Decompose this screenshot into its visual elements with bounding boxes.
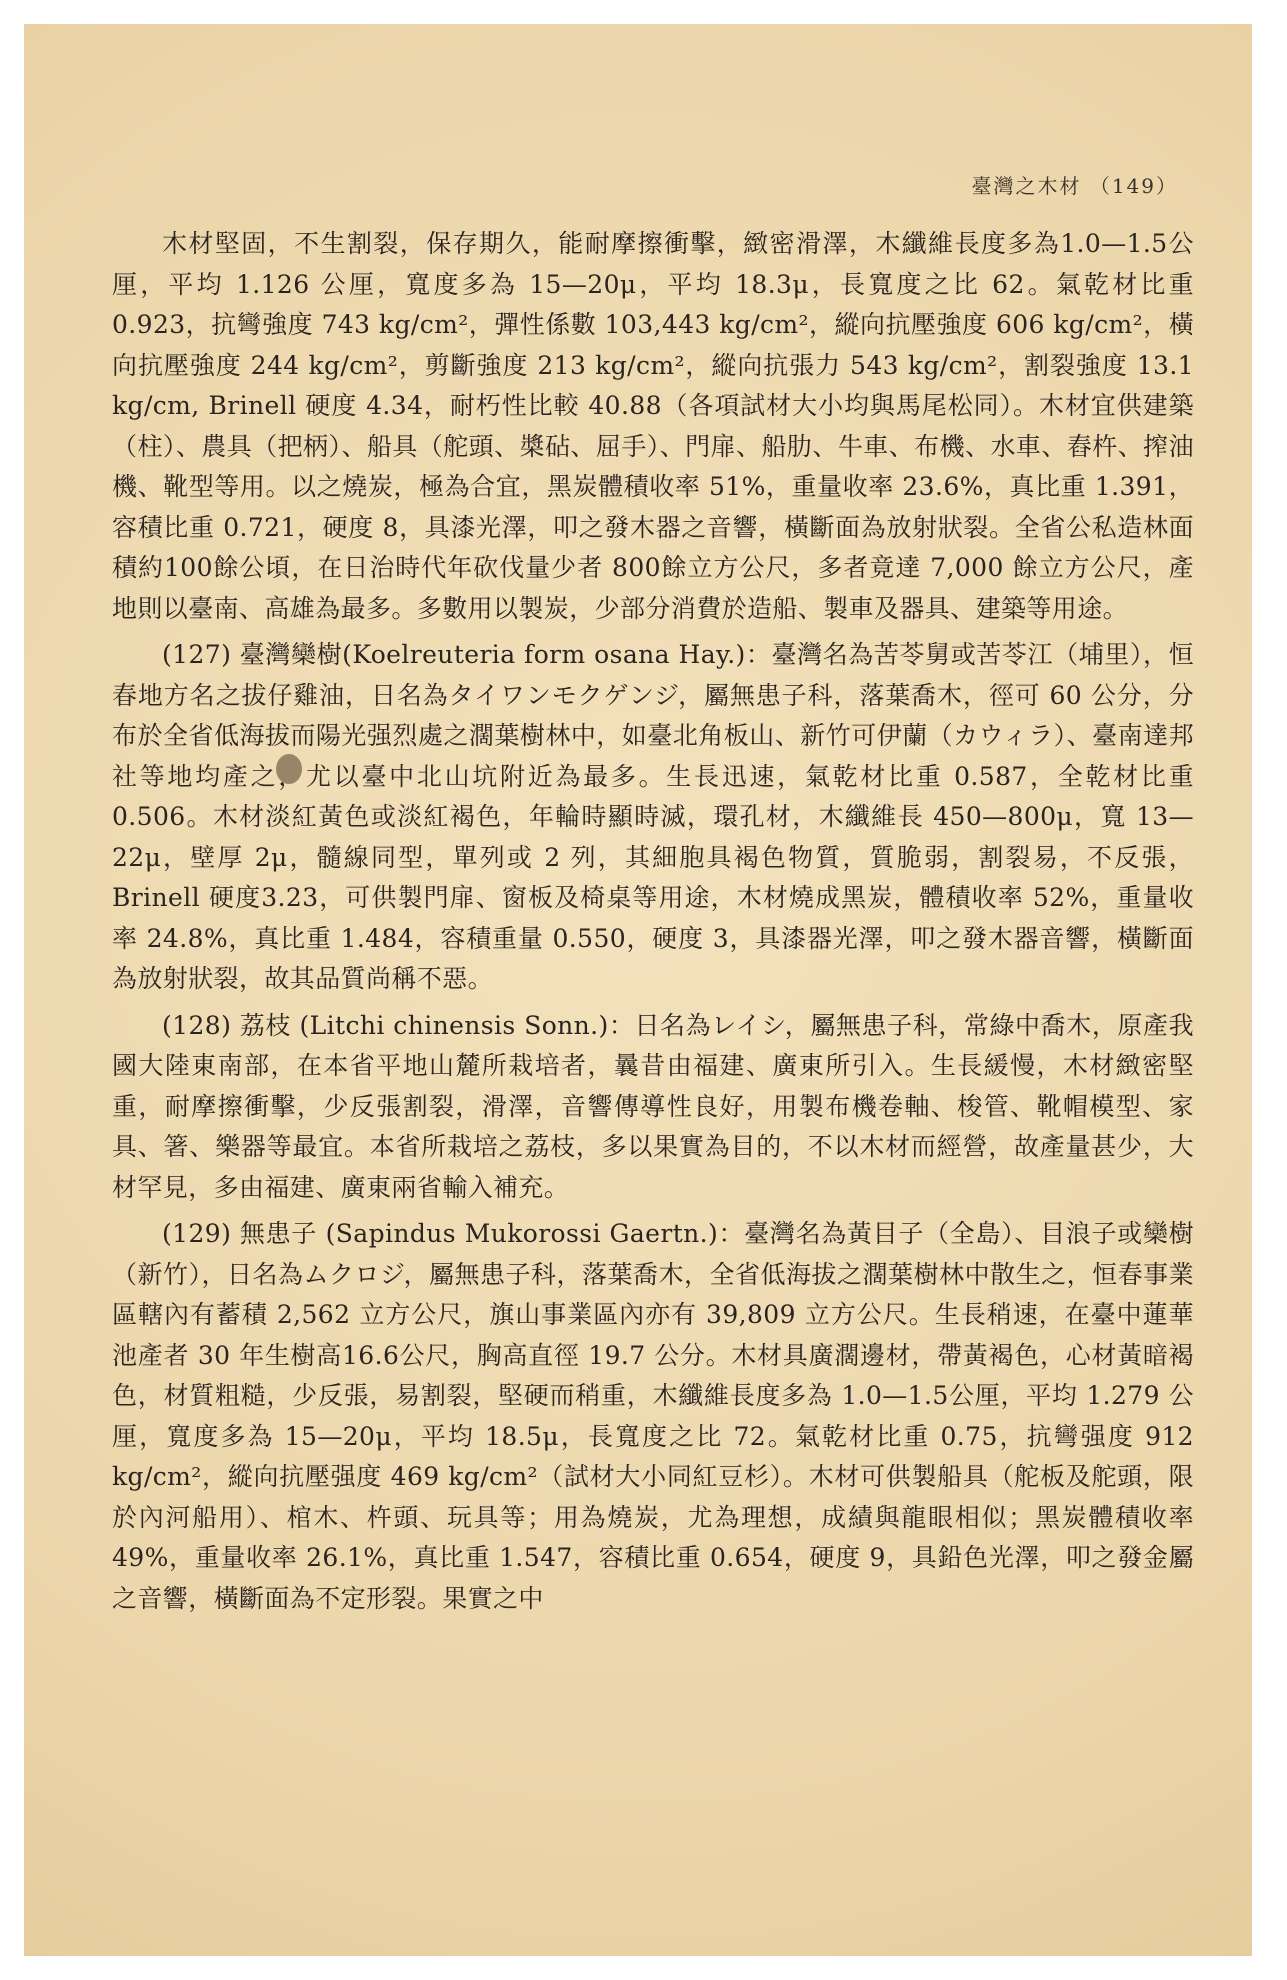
paragraph-wood-properties: 木材堅固，不生割裂，保存期久，能耐摩擦衝擊，緻密滑澤，木纖維長度多為1.0—1.5公厘，平均 1.126 公厘，寬度多為 15—20μ，平均 18.3μ，長寬度之比 62。氣乾材比重 0.923，抗彎強度 743 kg/cm²，彈性係數 103,443 kg/cm²，縱向抗壓強度 606 kg/cm²，橫向抗壓強度 244 kg/cm²，剪斷強度 213 kg/cm²，縱向抗張力 543 kg/cm²，割裂強度 13.1 kg/cm, Brinell 硬度 4.34，耐朽性比較 40.88（各項試材大小均與馬尾松同）。木材宜供建築（柱）、農具（把柄）、船具（舵頭、槳砧、屈手）、門扉、船肋、牛車、布機、水車、舂杵、搾油機、靴型等用。以之燒炭，極為合宜，黑炭體積收率 51%，重量收率 23.6%，真比重 1.391，容積比重 0.721，硬度 8，具漆光澤，叩之發木器之音響，橫斷面為放射狀裂。全省公私造林面積約100餘公頃，在日治時代年砍伐量少者 800餘立方公尺，多者竟達 7,000 餘立方公尺，產地則以臺南、高雄為最多。多數用以製炭，少部分消費於造船、製車及器具、建築等用途。: [112, 229, 1194, 623]
paragraph-127-koelreuteria: (127) 臺灣欒樹(Koelreuteria form osana Hay.)：臺灣名為苦苓舅或苦苓江（埔里），恒春地方名之拔仔雞油，日名為タイワンモクゲンジ，屬無患子科，落葉喬木，徑可 60 公分，分布於全省低海拔而陽光强烈處之濶葉樹林中，如臺北角板山、新竹可伊蘭（カウィラ）、臺南達邦社等地均產之，尤以臺中北山坑附近為最多。生長迅速，氣乾材比重 0.587，全乾材比重 0.506。木材淡紅黃色或淡紅褐色，年輪時顯時滅，環孔材，木纖維長 450—800μ，寬 13—22μ，壁厚 2μ，髓線同型，單列或 2 列，其細胞具褐色物質，質脆弱，割裂易，不反張，Brinell 硬度3.23，可供製門扉、窗板及椅桌等用途，木材燒成黑炭，體積收率 52%，重量收率 24.8%，真比重 1.484，容積重量 0.550，硬度 3，具漆器光澤，叩之發木器音響，橫斷面為放射狀裂，故其品質尚稱不惡。: [112, 640, 1194, 993]
running-header: 臺灣之木材 （149）: [971, 174, 1178, 198]
paragraph-129-sapindus: (129) 無患子 (Sapindus Mukorossi Gaertn.)：臺灣名為黃目子（全島）、目浪子或欒樹（新竹），日名為ムクロジ，屬無患子科，落葉喬木，全省低海拔之濶葉樹林中散生之，恒春事業區轄內有蓄積 2,562 立方公尺，旗山事業區內亦有 39,809 立方公尺。生長稍速，在臺中蓮華池產者 30 年生樹高16.6公尺，胸高直徑 19.7 公分。木材具廣濶邊材，帶黃褐色，心材黃暗褐色，材質粗糙，少反張，易割裂，堅硬而稍重，木纖維長度多為 1.0—1.5公厘，平均 1.279 公厘，寬度多為 15—20μ，平均 18.5μ，長寬度之比 72。氣乾材比重 0.75，抗彎强度 912 kg/cm²，縱向抗壓强度 469 kg/cm²（試材大小同紅豆杉）。木材可供製船具（舵板及舵頭，限於內河船用）、棺木、杵頭、玩具等；用為燒炭，尤為理想，成績與龍眼相似；黑炭體積收率 49%，重量收率 26.1%，真比重 1.547，容積比重 0.654，硬度 9，具鉛色光澤，叩之發金屬之音響，橫斷面為不定形裂。果實之中: [112, 1219, 1194, 1613]
book-page: [24, 24, 1252, 1956]
paragraph-128-litchi: (128) 荔枝 (Litchi chinensis Sonn.)：日名為レイシ，屬無患子科，常綠中喬木，原產我國大陸東南部，在本省平地山麓所栽培者，曩昔由福建、廣東所引入。生長緩慢，木材緻密堅重，耐摩擦衝擊，少反張割裂，滑澤，音響傳導性良好，用製布機卷軸、梭管、靴帽模型、家具、箸、樂器等最宜。本省所栽培之荔枝，多以果實為目的，不以木材而經營，故產量甚少，大材罕見，多由福建、廣東兩省輸入補充。: [112, 1010, 1194, 1202]
page-body: [112, 224, 1194, 1625]
